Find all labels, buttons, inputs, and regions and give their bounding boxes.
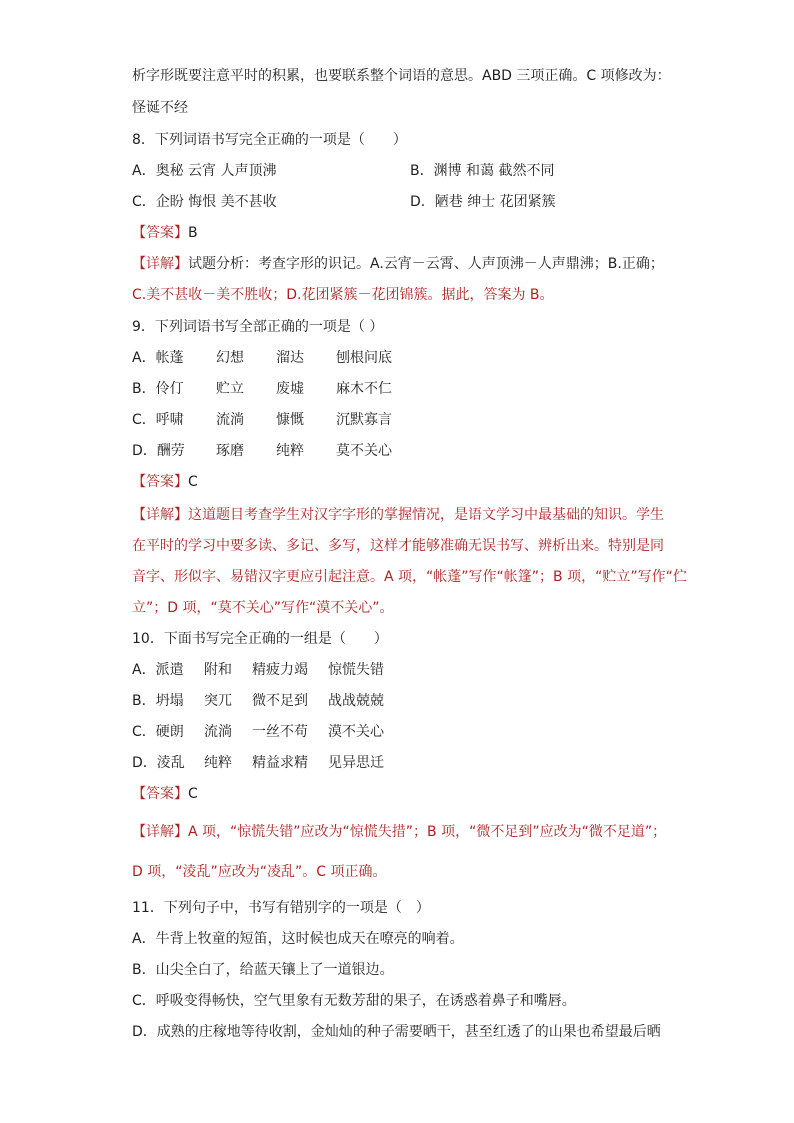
intro-line-2 xyxy=(132,98,188,118)
q9-row-b xyxy=(132,379,392,399)
q9-b-3: 废墟 xyxy=(276,381,304,397)
q10-d-3: 精益求精 xyxy=(252,755,308,771)
q9-answer xyxy=(132,472,198,492)
q10-a-2: 附和 xyxy=(204,662,232,678)
q9-stem: 9．下列词语书写全部正确的一项是（ ） xyxy=(132,319,384,335)
q10-row-c xyxy=(132,722,384,742)
intro-text-1: 析字形既要注意平时的积累，也要联系整个词语的意思。ABD 三项正确。C 项修改为： xyxy=(132,68,671,84)
q10-answer xyxy=(132,784,198,804)
q10-b-3: 微不足到 xyxy=(252,693,308,709)
q10-b-4: 战战兢兢 xyxy=(328,693,384,709)
intro-text-2: 怪诞不经 xyxy=(132,100,188,116)
q9-c-1: C．呼啸 xyxy=(132,412,184,428)
q9-c-2: 流淌 xyxy=(216,412,244,428)
q8-answer xyxy=(132,223,198,243)
q10-detail-text-1: A 项，“惊慌失错”应改为“惊慌失措”；B 项，“微不足到”应改为“微不足道”； xyxy=(188,824,667,840)
q9-a-3: 溜达 xyxy=(276,350,304,366)
q10-detail-line-2 xyxy=(132,862,386,882)
q9-b-1: B．伶仃 xyxy=(132,381,184,397)
q9-row-c xyxy=(132,410,392,430)
q8-option-b: B．渊博 和蔼 截然不同 xyxy=(410,163,555,179)
q8-stem: 8．下列词语书写完全正确的一项是（ ） xyxy=(132,132,407,148)
q10-c-1: C．硬朗 xyxy=(132,724,184,740)
q8-detail-line-1 xyxy=(132,254,664,274)
q10-d-1: D．淩乱 xyxy=(132,755,185,771)
q8-detail-tag: 【详解】 xyxy=(132,256,188,272)
q10-c-4: 漠不关心 xyxy=(328,724,384,740)
q10-detail-text-2: D 项，“淩乱”应改为“凌乱”。C 项正确。 xyxy=(132,864,387,880)
q11-option-b: B．山尖全白了，给蓝天镶上了一道银边。 xyxy=(132,962,394,978)
q9-detail-text-1: 这道题目考查学生对汉字字形的掌握情况，是语文学习中最基础的知识。学生 xyxy=(188,507,664,523)
q8-option-d: D．陋巷 绅士 花团紧簇 xyxy=(410,194,556,210)
q9-row-d xyxy=(132,441,392,461)
q10-stem: 10．下面书写完全正确的一组是（ ） xyxy=(132,631,388,647)
q9-d-2: 琢磨 xyxy=(216,443,244,459)
q9-row-a xyxy=(132,348,392,368)
q10-b-1: B．坍塌 xyxy=(132,693,184,709)
q9-a-2: 幻想 xyxy=(216,350,244,366)
q9-detail-text-2: 在平时的学习中要多读、多记、多写，这样才能够准确无误书写、辨析出来。特别是同 xyxy=(132,538,664,554)
q9-detail-line-3 xyxy=(132,567,687,587)
q10-detail-line-1 xyxy=(132,822,666,842)
q8-option-a: A．奥秘 云宵 人声顶沸 xyxy=(132,163,277,179)
q9-d-1: D．酬劳 xyxy=(132,443,185,459)
q9-detail-line-2 xyxy=(132,536,664,556)
q9-detail-line-4 xyxy=(132,598,394,618)
q10-row-d xyxy=(132,753,384,773)
q10-answer-value: C xyxy=(188,786,198,802)
q9-detail-text-4: 立”；D 项，“莫不关心”写作“漠不关心”。 xyxy=(132,600,394,616)
q9-detail-tag: 【详解】 xyxy=(132,507,188,523)
q10-answer-tag: 【答案】 xyxy=(132,786,188,802)
q9-answer-value: C xyxy=(188,474,198,490)
q8-answer-value: B xyxy=(188,225,198,241)
q10-detail-tag: 【详解】 xyxy=(132,824,188,840)
q10-row-a xyxy=(132,660,384,680)
q8-option-c: C．企盼 悔恨 美不甚收 xyxy=(132,194,277,210)
q9-detail-line-1 xyxy=(132,505,664,525)
q10-a-4: 惊慌失错 xyxy=(328,662,384,678)
q10-row-b xyxy=(132,691,384,711)
q9-c-4: 沉默寡言 xyxy=(336,412,392,428)
q9-answer-tag: 【答案】 xyxy=(132,474,188,490)
q9-d-3: 纯粹 xyxy=(276,443,304,459)
q10-c-2: 流淌 xyxy=(204,724,232,740)
q11-stem: 11．下列句子中，书写有错别字的一项是（ ） xyxy=(132,900,430,916)
intro-line-1 xyxy=(132,66,671,86)
q9-c-3: 慷慨 xyxy=(276,412,304,428)
q10-d-2: 纯粹 xyxy=(204,755,232,771)
q10-a-1: A．派遣 xyxy=(132,662,184,678)
q10-c-3: 一丝不苟 xyxy=(252,724,308,740)
q11-option-c: C．呼吸变得畅快，空气里象有无数芳甜的果子，在诱惑着鼻子和嘴唇。 xyxy=(132,993,576,1009)
q10-a-3: 精疲力竭 xyxy=(252,662,308,678)
q9-a-1: A．帐蓬 xyxy=(132,350,184,366)
q10-d-4: 见异思迁 xyxy=(328,755,384,771)
q8-detail-text-1: 试题分析：考查字形的识记。A.云宵－云霄、人声顶沸－人声鼎沸；B.正确； xyxy=(188,256,664,272)
q11-option-d: D．成熟的庄稼地等待收割，金灿灿的种子需要晒干，甚至红透了的山果也希望最后晒 xyxy=(132,1024,661,1040)
q9-detail-text-3: 音字、形似字、易错汉字更应引起注意。A 项，“帐蓬”写作“帐篷”；B 项，“贮立”写作“伫 xyxy=(132,569,687,585)
q9-b-2: 贮立 xyxy=(216,381,244,397)
q11-option-a: A．牛背上牧童的短笛，这时候也成天在嘹亮的响着。 xyxy=(132,931,464,947)
q9-d-4: 莫不关心 xyxy=(336,443,392,459)
q8-answer-tag: 【答案】 xyxy=(132,225,188,241)
q9-b-4: 麻木不仁 xyxy=(336,381,392,397)
q10-b-2: 突兀 xyxy=(204,693,232,709)
q8-detail-text-2: C.美不甚收－美不胜收；D.花团紧簇－花团锦簇。据此，答案为 B。 xyxy=(132,287,554,303)
q9-a-4: 刨根问底 xyxy=(336,350,392,366)
q8-detail-line-2 xyxy=(132,285,554,305)
